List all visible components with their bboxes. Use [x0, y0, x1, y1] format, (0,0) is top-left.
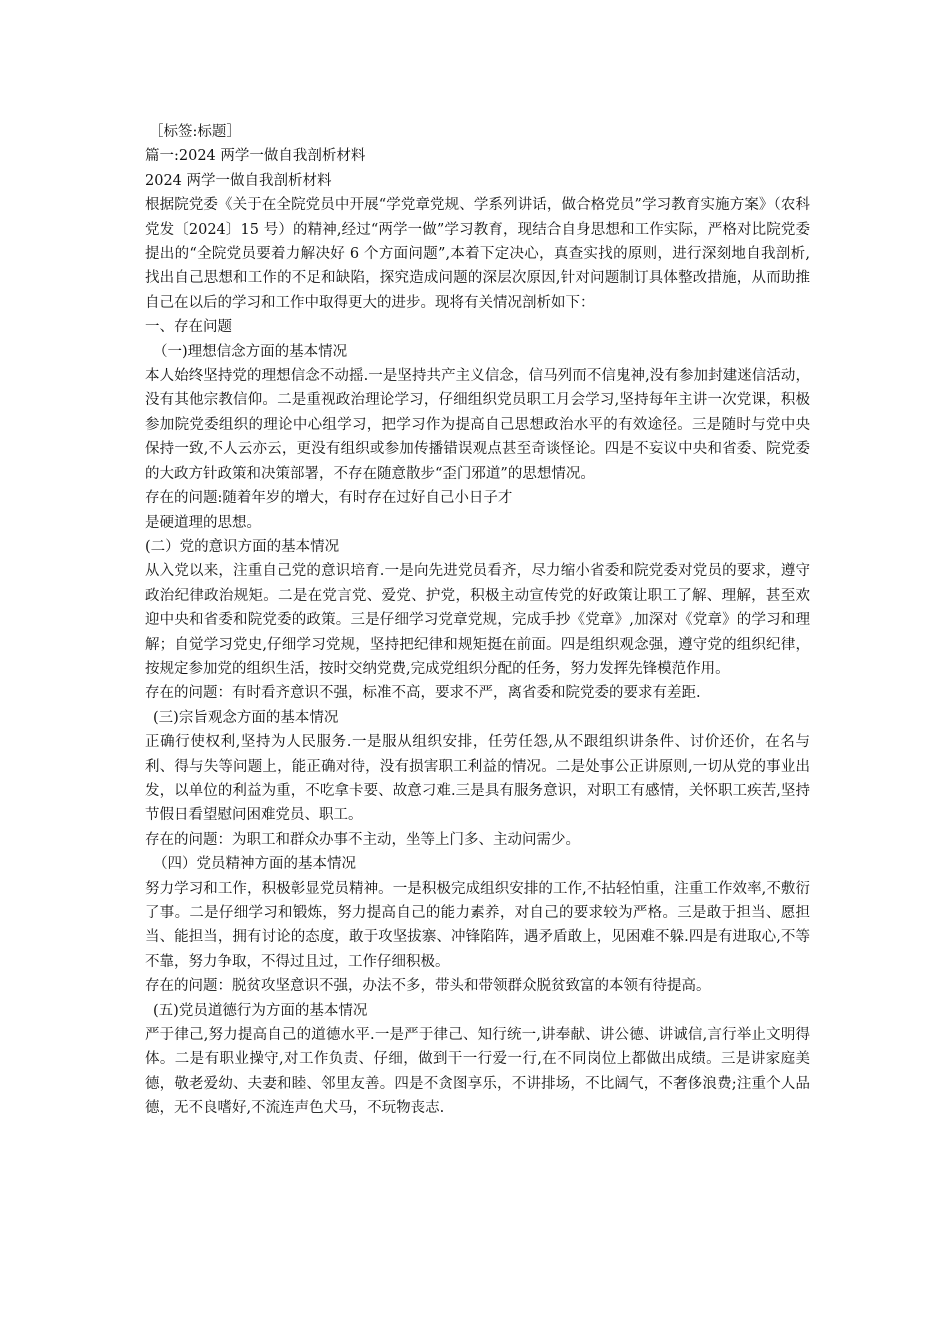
doc-title-line: 篇一:2024 两学一做自我剖析材料	[145, 148, 366, 165]
problem-4: 存在的问题：脱贫攻坚意识不强，办法不多，带头和带领群众脱贫致富的本领有待提高。	[145, 978, 711, 995]
paragraph-4: 努力学习和工作，积极彰显党员精神。一是积极完成组织安排的工作,不拈轻怕重，注重工作效率,不敷衍了事。二是仔细学习和锻炼，努力提高自己的能力素养，对自己的要求较为严格。三是敢于担当、愿担当、能担当，拥有讨论的态度，敢于攻坚拔寨、冲锋陷阵，遇矛盾敢上，见困难不躲.四是有进取心,不等不靠，努力争取，不得过且过，工作仔细积极。	[145, 880, 810, 970]
subheading-5: (五)党员道德行为方面的基本情况	[153, 1002, 368, 1019]
subheading-1: （一)理想信念方面的基本情况	[153, 343, 348, 360]
paragraph-5: 严于律己,努力提高自己的道德水平.一是严于律己、知行统一,讲奉献、讲公德、讲诚信,言行举止文明得体。二是有职业操守,对工作负责、仔细，做到干一行爱一行,在不同岗位上都做出成绩。三是讲家庭美德，敬老爱幼、夫妻和睦、邻里友善。四是不贪图享乐，不讲排场，不比阔气，不奢侈浪费;注重个人品德，无不良嗜好,不流连声色犬马，不玩物丧志.	[145, 1027, 810, 1117]
document-body	[145, 120, 810, 1121]
problem-1b: 是硬道理的思想。	[145, 514, 261, 531]
section-heading: 一、存在问题	[145, 319, 232, 336]
subheading-4: （四）党员精神方面的基本情况	[153, 856, 356, 873]
intro-paragraph: 根据院党委《关于在全院党员中开展“学党章党规、学系列讲话，做合格党员”学习教育实施方案》（农科党发〔2024〕15 号）的精神,经过“两学一做”学习教育，现结合自身思想和工作实际，严格对比院党委提出的“全院党员要着力解决好 6 个方面问题”,本着下定决心，真查实找的原则，进行深刻地自我剖析,找出自己思想和工作的不足和缺陷，探究造成问题的深层次原因,针对问题制订具体整改措施，从而助推自己在以后的学习和工作中取得更大的进步。现将有关情况剖析如下：	[145, 197, 810, 311]
paragraph-3: 正确行使权利,坚持为人民服务.一是服从组织安排，任劳任怨,从不跟组织讲条件、讨价还价，在名与利、得与失等问题上，能正确对待，没有损害职工利益的情况。二是处事公正讲原则,一切从党的事业出发，以单位的利益为重，不吃拿卡要、故意刁难.三是具有服务意识，对职工有感情，关怀职工疾苦,坚持节假日看望慰问困难党员、职工。	[145, 734, 810, 824]
problem-3: 存在的问题：为职工和群众办事不主动，坐等上门多、主动问需少。	[145, 831, 580, 848]
doc-subtitle: 2024 两学一做自我剖析材料	[145, 172, 332, 189]
paragraph-1: 本人始终坚持党的理想信念不动摇.一是坚持共产主义信念，信马列而不信鬼神,没有参加封建迷信活动，没有其他宗教信仰。二是重视政治理论学习，仔细组织党员职工月会学习,坚持每年主讲一次党课，积极参加院党委组织的理论中心组学习，把学习作为提高自己思想政治水平的有效途径。三是随时与党中央保持一致,不人云亦云，更没有组织或参加传播错误观点甚至奇谈怪论。四是不妄议中央和省委、院党委的大政方针政策和决策部署，不存在随意散步“歪门邪道”的思想情况。	[145, 368, 810, 482]
problem-2: 存在的问题：有时看齐意识不强，标准不高，要求不严，离省委和院党委的要求有差距.	[145, 685, 701, 702]
problem-1a: 存在的问题:随着年岁的增大，有时存在过好自己小日子才	[145, 490, 513, 507]
paragraph-2: 从入党以来，注重自己党的意识培育.一是向先进党员看齐，尽力缩小省委和院党委对党员的要求，遵守政治纪律政治规矩。二是在党言党、爱党、护党，积极主动宣传党的好政策让职工了解、理解，甚至欢迎中央和省委和院党委的政策。三是仔细学习党章党规，完成手抄《党章》,加深对《党章》的学习和理解；自觉学习党史,仔细学习党规，坚持把纪律和规矩挺在前面。四是组织观念强，遵守党的组织纪律，按规定参加党的组织生活，按时交纳党费,完成党组织分配的任务，努力发挥先锋模范作用。	[145, 563, 810, 677]
tag-line: ［标签:标题］	[149, 124, 241, 140]
subheading-3: (三)宗旨观念方面的基本情况	[153, 709, 339, 726]
subheading-2: (二）党的意识方面的基本情况	[145, 538, 340, 555]
